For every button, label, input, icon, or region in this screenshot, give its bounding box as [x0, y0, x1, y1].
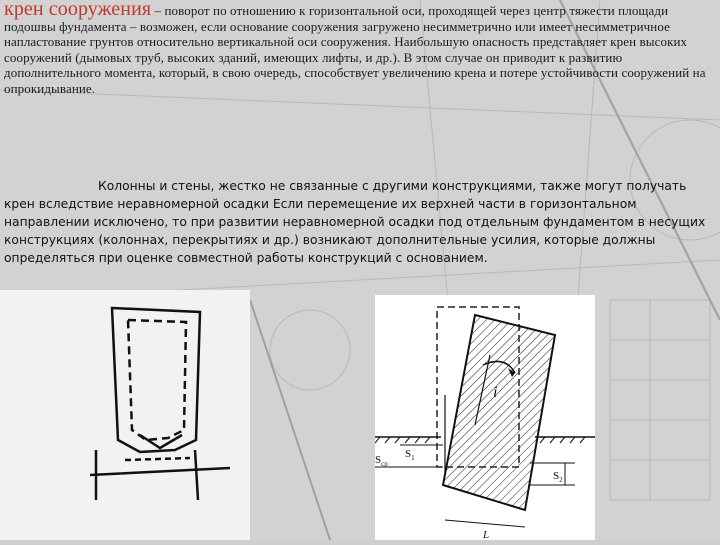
label-s2: $S_2$ — [553, 470, 563, 484]
term-heading: крен сооружения — [4, 0, 152, 20]
paragraph-1 — [4, 2, 716, 96]
paragraph-1-text: – поворот по отношению к горизонтальной оси, проходящей через центр тяжести площади подошвы фундамента – возможен, если основание сооружения загружено несимметрично или имеет несимметричное напластование грунтов относительно вертикальной оси сооружения. Наибольшую опасность представляет крен высоких сооружений (дымовых труб, высоких зданий, имеющих лифты, и др.). В этом случае он приводит к развитию дополнительного момента, который, в свою очередь, способствует увеличению крена и потере устойчивости сооружений на опрокидывание. — [4, 3, 706, 96]
paragraph-2: Колонны и стены, жестко не связанные с другими конструкциями, также могут получать крен вследствие неравномерной осадки Если перемещение их верхней части в горизонтальном направлении исключено, то при развитии неравномерной осадки под отдельным фундаментом в несущих конструкциях (колоннах, перекрытиях и др.) возникают дополнительные усилия, которые должны определяться при оценке совместной работы конструкций с основанием. — [4, 179, 706, 265]
figure-foundation-tilt — [375, 295, 595, 540]
figure-tower-sketch — [0, 290, 250, 540]
label-s1: $S_1$ — [405, 448, 415, 462]
label-l: L — [483, 529, 490, 540]
foundation-tilt-svg — [375, 295, 595, 540]
tower-sketch-svg — [0, 290, 250, 540]
label-s-avg: $S_{ср}$ — [375, 454, 388, 468]
label-i: i — [493, 384, 498, 401]
